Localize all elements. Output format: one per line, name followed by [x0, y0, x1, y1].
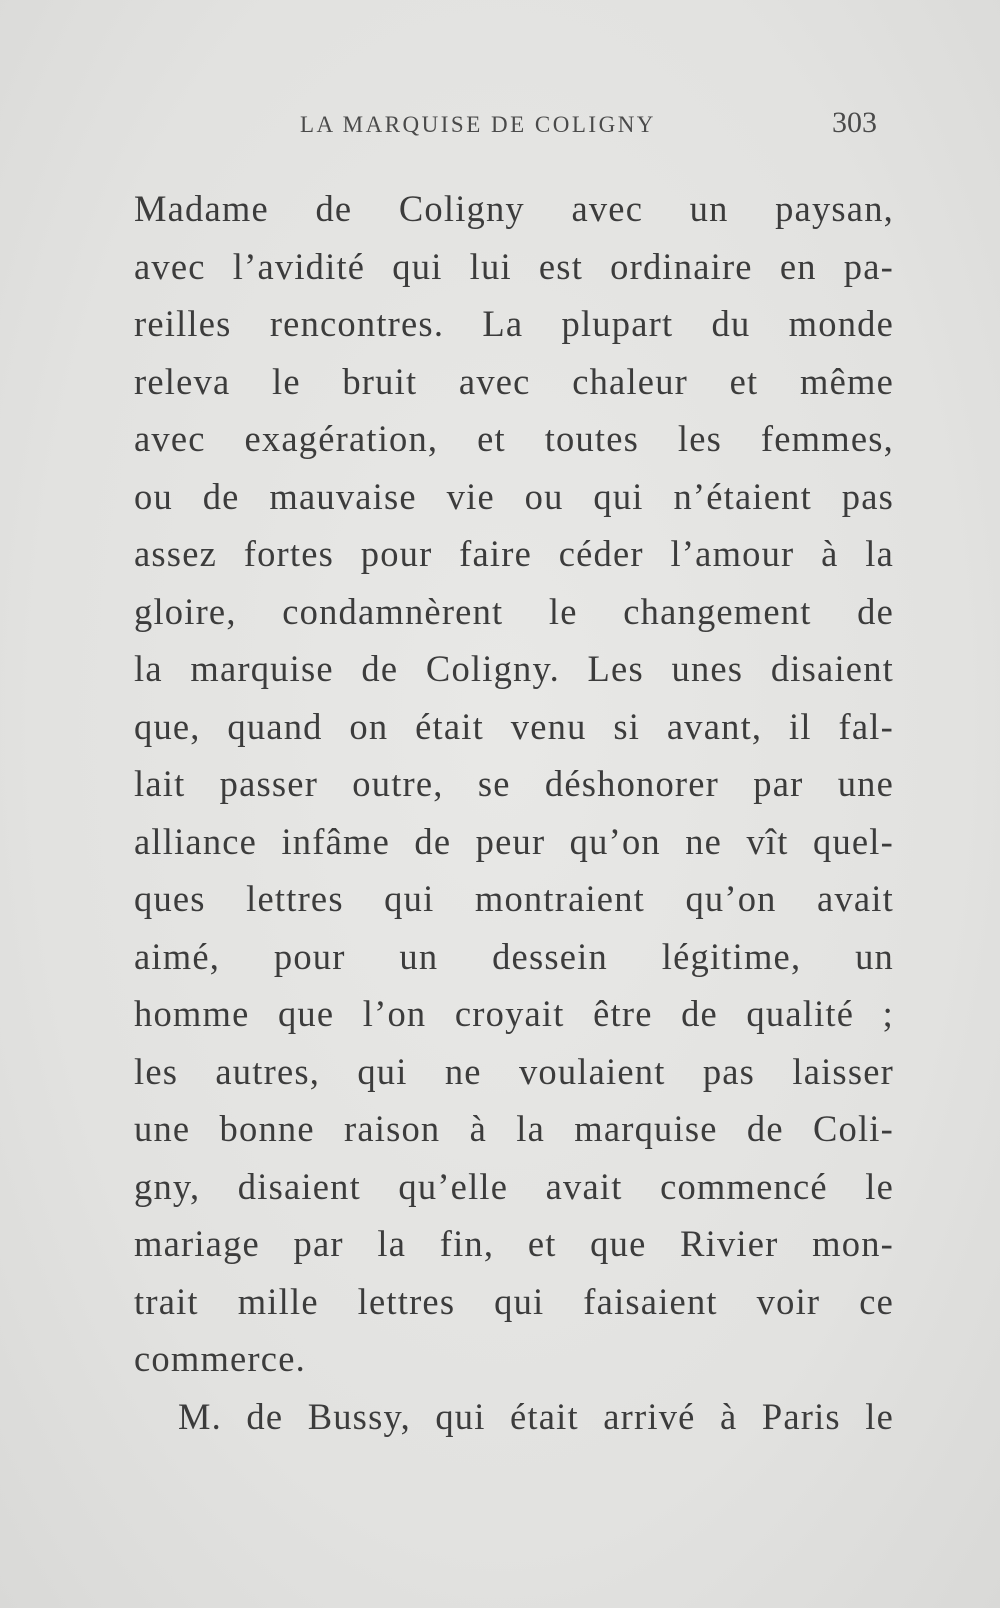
text-line: Madame de Coligny avec un paysan,: [134, 188, 894, 229]
text-line: les autres, qui ne voulaient pas laisser: [134, 1050, 894, 1092]
text-line: gny, disaient qu’elle avait commencé le: [134, 1165, 894, 1207]
text-line: releva le bruit avec chaleur et même: [134, 360, 894, 402]
running-title: LA MARQUISE DE COLIGNY: [300, 112, 656, 137]
text-line: mariage par la fin, et que Rivier mon-: [134, 1223, 894, 1264]
text-line: la marquise de Coligny. Les unes disaient: [134, 648, 894, 689]
text-line: gloire, condamnèrent le changement de: [134, 590, 894, 632]
paragraph-start-line: M. de Bussy, qui était arrivé à Paris le: [178, 1395, 894, 1437]
text-line: une bonne raison à la marquise de Coli-: [134, 1108, 894, 1149]
text-line: ou de mauvaise vie ou qui n’étaient pas: [134, 475, 894, 517]
text-line: assez fortes pour faire céder l’amour à la: [134, 533, 894, 574]
text-line: trait mille lettres qui faisaient voir ce: [134, 1280, 894, 1322]
text-line: commerce.: [134, 1338, 306, 1379]
text-line: alliance infâme de peur qu’on ne vît quel-: [134, 820, 894, 862]
text-line: homme que l’on croyait être de qualité ;: [134, 993, 894, 1034]
text-line: aimé, pour un dessein légitime, un: [134, 935, 894, 977]
text-line: avec exagération, et toutes les femmes,: [134, 418, 894, 459]
text-line: ques lettres qui montraient qu’on avait: [134, 878, 894, 919]
page-number: 303: [832, 106, 877, 139]
text-line: reilles rencontres. La plupart du monde: [134, 303, 894, 344]
text-line: avec l’avidité qui lui est ordinaire en pa-: [134, 245, 894, 287]
body-text: [134, 180, 894, 1445]
text-line: lait passer outre, se déshonorer par une: [134, 763, 894, 804]
text-line: que, quand on était venu si avant, il fal-: [134, 705, 894, 747]
